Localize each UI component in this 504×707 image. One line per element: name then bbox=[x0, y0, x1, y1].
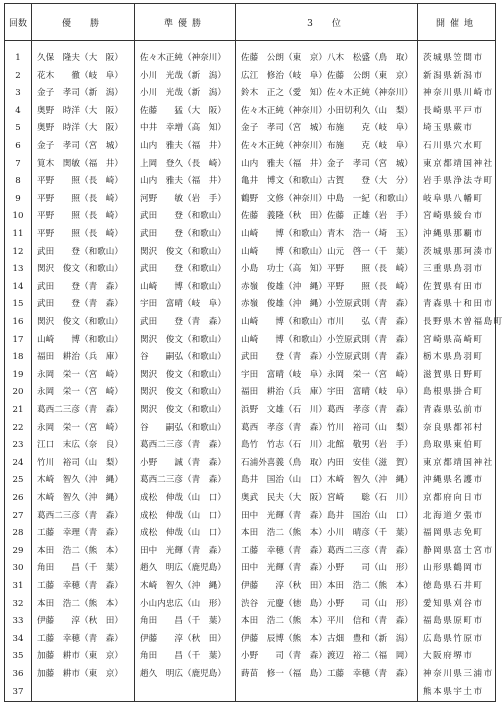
third-place-cell: 島井 国治（山 口）木崎 智久（沖 縄） bbox=[241, 475, 413, 486]
round-number: 8 bbox=[15, 176, 21, 187]
winner-cell: 奥野 時洋（大 阪） bbox=[37, 123, 123, 134]
table-row bbox=[5, 367, 495, 385]
table-row bbox=[5, 296, 495, 314]
winner-cell: 葛西二三彦（青 森） bbox=[37, 510, 123, 521]
winner-cell: 花木 徹（岐 阜） bbox=[37, 70, 123, 81]
round-number: 37 bbox=[12, 686, 24, 697]
third-place-cell: 島竹 竹志（石 川）北館 敬男（岩 手） bbox=[241, 440, 413, 451]
runner-up-cell: 関沢 俊文（和歌山） bbox=[140, 369, 226, 380]
round-number: 3 bbox=[15, 88, 21, 99]
venue-cell: 新潟県新潟市 bbox=[423, 70, 484, 81]
venue-cell: 長崎県平戸市 bbox=[423, 105, 484, 116]
runner-up-cell: 趙久 明広（鹿児島） bbox=[140, 563, 226, 574]
runner-up-cell: 木崎 智久（沖 縄） bbox=[140, 581, 226, 591]
third-place-cell: 本田 浩二（熊 本）平川 信和（青 森） bbox=[241, 616, 413, 627]
venue-cell: 東京都靖国神社 bbox=[423, 457, 494, 468]
round-number: 18 bbox=[12, 352, 24, 363]
round-number: 13 bbox=[12, 264, 24, 275]
round-number: 32 bbox=[12, 598, 24, 609]
round-number: 10 bbox=[12, 211, 24, 222]
winner-cell: 武田 登（青 森） bbox=[37, 299, 123, 310]
third-place-cell: 赤嶺 俊雄（沖 縄）平野 照（長 崎） bbox=[241, 281, 413, 292]
winner-cell: 加藤 耕市（東 京） bbox=[37, 669, 123, 679]
runner-up-cell: 角田 昌（千 葉） bbox=[140, 616, 226, 627]
round-number: 35 bbox=[12, 651, 24, 662]
runner-up-cell: 武田 登（和歌山） bbox=[140, 229, 226, 239]
winner-cell: 武田 登（青 森） bbox=[37, 281, 123, 292]
table-row bbox=[5, 103, 495, 121]
venue-cell: 福岡県志免町 bbox=[423, 528, 484, 539]
venue-cell: 山形県鶴岡市 bbox=[423, 563, 484, 574]
venue-cell: 栃木県鳥羽町 bbox=[423, 352, 484, 363]
third-place-cell: 亀井 博文（和歌山）古賀 登（大 分） bbox=[241, 176, 413, 187]
table-row bbox=[5, 138, 495, 156]
winner-cell: 久保 隆夫（大 阪） bbox=[37, 53, 123, 63]
third-place-cell: 田中 光輝（青 森）島井 国治（山 口） bbox=[241, 510, 413, 521]
table-row bbox=[5, 648, 495, 666]
runner-up-cell: 成松 伸哉（山 口） bbox=[140, 493, 226, 503]
venue-cell: 静岡県富士宮市 bbox=[423, 545, 494, 556]
table-row bbox=[5, 402, 495, 420]
venue-cell: 鳥取県東伯町 bbox=[423, 440, 484, 451]
round-number: 30 bbox=[12, 563, 24, 574]
runner-up-cell: 田中 光輝（青 森） bbox=[140, 545, 226, 556]
venue-cell: 沖縄県名護市 bbox=[423, 475, 484, 486]
third-place-cell: 小野 司（青 森）渡辺 裕二（福 岡） bbox=[241, 651, 413, 662]
round-number: 25 bbox=[12, 475, 24, 486]
venue-cell: 愛知県刈谷市 bbox=[423, 598, 484, 609]
table-row bbox=[5, 490, 495, 508]
third-place-cell: 佐藤 義隆（秋 田）佐藤 正雄（岩 手） bbox=[241, 211, 413, 222]
venue-cell: 埼玉県蕨市 bbox=[423, 123, 474, 134]
round-number: 27 bbox=[12, 510, 24, 521]
venue-cell: 神奈川県三浦市 bbox=[423, 669, 494, 679]
table-row bbox=[5, 455, 495, 473]
third-place-cell: 山崎 博（和歌山）市川 弘（青 森） bbox=[241, 317, 413, 327]
winner-cell: 工藤 幸穂（青 森） bbox=[37, 581, 123, 591]
third-place-cell: 蒔苗 修一（福 島）工藤 幸穂（青 森） bbox=[241, 669, 413, 679]
third-place-cell: 武田 登（青 森）小笠原武則（青 森） bbox=[241, 352, 413, 363]
winner-cell: 工藤 幸理（青 森） bbox=[37, 528, 123, 539]
winner-cell: 永岡 栄一（宮 崎） bbox=[37, 387, 123, 398]
header-venue: 開催地 bbox=[435, 18, 478, 29]
third-place-cell: 奥武 民夫（大 阪）宮崎 聡（石 川） bbox=[241, 493, 413, 503]
third-place-cell: 葛西 孝彦（青 森）竹川 裕司（山 梨） bbox=[241, 422, 413, 433]
third-place-cell: 小島 功士（高 知）平野 照（長 崎） bbox=[241, 264, 413, 275]
winner-cell: 木崎 智久（沖 縄） bbox=[37, 475, 123, 486]
table-row bbox=[5, 244, 495, 262]
table-row bbox=[5, 226, 495, 244]
runner-up-cell: 武田 登（和歌山） bbox=[140, 211, 226, 222]
winner-cell: 金子 孝司（宮 城） bbox=[37, 141, 123, 151]
third-place-cell: 金子 孝司（宮 城）布施 克（岐 阜） bbox=[241, 123, 413, 134]
third-place-cell: 浜野 文雄（石 川）葛西 孝彦（青 森） bbox=[241, 405, 413, 415]
table-row bbox=[5, 560, 495, 578]
header-winner: 優 勝 bbox=[61, 18, 104, 29]
round-number: 26 bbox=[12, 493, 24, 503]
round-number: 6 bbox=[15, 141, 21, 151]
runner-up-cell: 山内 雅夫（福 井） bbox=[140, 176, 226, 187]
third-place-cell: 佐々木正純（神奈川）小田切利久（山 梨） bbox=[241, 105, 413, 116]
winner-cell: 平野 照（長 崎） bbox=[37, 211, 123, 222]
round-number: 5 bbox=[15, 123, 21, 134]
third-place-cell: 赤嶺 俊雄（沖 縄）小笠原武則（青 森） bbox=[241, 299, 413, 310]
venue-cell: 三重県鳥羽市 bbox=[423, 264, 484, 275]
venue-cell: 島根県掛合町 bbox=[423, 387, 484, 398]
round-number: 4 bbox=[15, 105, 21, 116]
venue-cell: 奈良県都祁村 bbox=[423, 422, 484, 433]
runner-up-cell: 成松 伸哉（山 口） bbox=[140, 528, 226, 539]
third-place-cell: 福田 耕治（兵 庫）宇田 富晴（岐 阜） bbox=[241, 387, 413, 398]
winner-cell: 葛西二三彦（青 森） bbox=[37, 405, 123, 415]
venue-cell: 岐阜県八幡町 bbox=[423, 193, 484, 204]
table-row bbox=[5, 208, 495, 226]
runner-up-cell: 小山内忠広（山 形） bbox=[140, 598, 226, 609]
round-number: 23 bbox=[12, 440, 24, 451]
third-place-cell: 佐々木正純（神奈川）布施 克（岐 阜） bbox=[241, 141, 413, 151]
runner-up-cell: 谷 嗣弘（和歌山） bbox=[140, 422, 226, 433]
table-row bbox=[5, 332, 495, 350]
table-row bbox=[5, 596, 495, 614]
table-row bbox=[5, 578, 495, 596]
table-row bbox=[5, 543, 495, 561]
round-number: 9 bbox=[15, 193, 21, 204]
venue-cell: 岩手県浄法寺町 bbox=[423, 176, 494, 187]
third-place-cell: 本田 浩二（熊 本）小川 晴彦（千 葉） bbox=[241, 528, 413, 539]
winner-cell: 木崎 智久（沖 縄） bbox=[37, 493, 123, 503]
winner-cell: 筧木 関敏（福 井） bbox=[37, 158, 123, 169]
runner-up-cell: 角田 昌（千 葉） bbox=[140, 651, 226, 662]
round-number: 20 bbox=[12, 387, 24, 398]
third-place-cell: 鈴木 正之（愛 知）佐々木正純（神奈川） bbox=[241, 88, 413, 99]
third-place-cell: 宇田 富晴（岐 阜）永岡 栄一（宮 崎） bbox=[241, 369, 413, 380]
round-number: 2 bbox=[15, 70, 21, 81]
third-place-cell: 伊藤 辰博（熊 本）古畑 豊和（新 潟） bbox=[241, 633, 413, 644]
venue-cell: 広島県竹原市 bbox=[423, 633, 484, 644]
round-number: 34 bbox=[12, 633, 24, 644]
venue-cell: 石川県穴水町 bbox=[423, 141, 484, 151]
runner-up-cell: 中井 幸増（高 知） bbox=[140, 123, 226, 134]
round-number: 33 bbox=[12, 616, 24, 627]
runner-up-cell: 関沢 俊文（和歌山） bbox=[140, 405, 226, 415]
runner-up-cell: 山崎 博（和歌山） bbox=[140, 281, 226, 292]
runner-up-cell: 武田 登（和歌山） bbox=[140, 264, 226, 275]
third-place-cell: 山崎 博（和歌山）山元 啓一（千 葉） bbox=[241, 246, 413, 257]
results-table bbox=[4, 3, 504, 702]
table-row bbox=[5, 68, 495, 86]
venue-cell: 長野県木曽福島町 bbox=[423, 317, 504, 327]
venue-cell: 沖縄県那覇市 bbox=[423, 229, 484, 239]
round-number: 31 bbox=[12, 581, 24, 591]
winner-cell: 江口 末広（奈 良） bbox=[37, 440, 123, 451]
runner-up-cell: 河野 敏（岩 手） bbox=[140, 193, 226, 204]
runner-up-cell: 山内 雅夫（福 井） bbox=[140, 141, 226, 151]
winner-cell: 永岡 栄一（宮 崎） bbox=[37, 422, 123, 433]
round-number: 36 bbox=[12, 669, 24, 679]
runner-up-cell: 佐藤 猛（大 阪） bbox=[140, 105, 226, 116]
runner-up-cell: 小川 光哉（新 潟） bbox=[140, 70, 226, 81]
venue-cell: 宮崎県高崎町 bbox=[423, 334, 484, 345]
table-row bbox=[5, 349, 495, 367]
header-round-number: 回数 bbox=[8, 18, 27, 29]
table-row bbox=[5, 437, 495, 455]
winner-cell: 山崎 博（和歌山） bbox=[37, 334, 123, 345]
winner-cell: 永岡 栄一（宮 崎） bbox=[37, 369, 123, 380]
round-number: 21 bbox=[12, 405, 24, 415]
runner-up-cell: 趙久 明広（鹿児島） bbox=[140, 669, 226, 679]
third-place-cell: 田中 光輝（青 森）小野 司（山 形） bbox=[241, 563, 413, 574]
round-number: 28 bbox=[12, 528, 24, 539]
runner-up-cell: 小野 誠（青 森） bbox=[140, 457, 226, 468]
table-row bbox=[5, 472, 495, 490]
round-number: 19 bbox=[12, 369, 24, 380]
runner-up-cell: 上岡 登久（長 崎） bbox=[140, 158, 226, 169]
table-row bbox=[5, 120, 495, 138]
table-row bbox=[5, 261, 495, 279]
winner-cell: 工藤 幸穂（青 森） bbox=[37, 633, 123, 644]
venue-cell: 熊本県宇土市 bbox=[423, 686, 484, 697]
winner-cell: 奥野 時洋（大 阪） bbox=[37, 105, 123, 116]
third-place-cell: 渋谷 元慶（徳 島）小野 司（山 形） bbox=[241, 598, 413, 609]
runner-up-cell: 谷 嗣弘（和歌山） bbox=[140, 352, 226, 363]
venue-cell: 青森県十和田市 bbox=[423, 299, 494, 310]
table-row bbox=[5, 384, 495, 402]
runner-up-cell: 関沢 俊文（和歌山） bbox=[140, 387, 226, 398]
runner-up-cell: 葛西二三彦（青 森） bbox=[140, 475, 226, 486]
table-row bbox=[5, 613, 495, 631]
venue-cell: 東京都靖国神社 bbox=[423, 158, 494, 169]
round-number: 24 bbox=[12, 457, 24, 468]
runner-up-cell: 関沢 俊文（和歌山） bbox=[140, 334, 226, 345]
venue-cell: 大阪府堺市 bbox=[423, 651, 474, 662]
third-place-cell: 山崎 博（和歌山）小笠原武則（青 森） bbox=[241, 334, 413, 345]
venue-cell: 佐賀県有田市 bbox=[423, 281, 484, 292]
third-place-cell: 伊藤 淳（秋 田）本田 浩二（熊 本） bbox=[241, 581, 413, 591]
third-place-cell: 広江 修治（岐 阜）佐藤 公朗（東 京） bbox=[241, 70, 413, 81]
venue-cell: 茨城県笠間市 bbox=[423, 53, 484, 63]
venue-cell: 福島県原町市 bbox=[423, 616, 484, 627]
winner-cell: 武田 登（和歌山） bbox=[37, 246, 123, 257]
winner-cell: 平野 照（長 崎） bbox=[37, 229, 123, 239]
winner-cell: 竹川 裕司（山 梨） bbox=[37, 457, 123, 468]
table-row bbox=[5, 314, 504, 332]
round-number: 16 bbox=[12, 317, 24, 327]
runner-up-cell: 宇田 富晴（岐 阜） bbox=[140, 299, 226, 310]
table-row bbox=[5, 666, 495, 684]
table-row bbox=[5, 508, 495, 526]
winner-cell: 金子 孝司（新 潟） bbox=[37, 88, 123, 99]
round-number: 15 bbox=[12, 299, 24, 310]
runner-up-cell: 関沢 俊文（和歌山） bbox=[140, 246, 226, 257]
venue-cell: 宮崎県綾台市 bbox=[423, 211, 484, 222]
round-number: 1 bbox=[15, 53, 21, 63]
third-place-cell: 山崎 博（和歌山）青木 浩一（埼 玉） bbox=[241, 229, 413, 239]
round-number: 14 bbox=[12, 281, 24, 292]
venue-cell: 京都府向日市 bbox=[423, 493, 484, 503]
table-row bbox=[5, 156, 495, 174]
table-row bbox=[5, 173, 495, 191]
winner-cell: 関沢 俊文（和歌山） bbox=[37, 264, 123, 275]
venue-cell: 青森県弘前市 bbox=[423, 405, 484, 415]
table-row bbox=[5, 684, 495, 702]
header-runner-up: 準優勝 bbox=[163, 18, 206, 29]
header-third-place: 3 位 bbox=[307, 18, 346, 29]
table-row bbox=[5, 85, 495, 103]
runner-up-cell: 佐々木正純（神奈川） bbox=[140, 53, 226, 63]
runner-up-cell: 小川 光哉（新 潟） bbox=[140, 88, 226, 99]
winner-cell: 角田 昌（千 葉） bbox=[37, 563, 123, 574]
round-number: 7 bbox=[15, 158, 21, 169]
table-row bbox=[5, 420, 495, 438]
table-row bbox=[5, 279, 495, 297]
winner-cell: 福田 耕治（兵 庫） bbox=[37, 352, 123, 363]
venue-cell: 北海道夕張市 bbox=[423, 510, 484, 521]
table-row bbox=[5, 191, 495, 209]
table-row bbox=[5, 525, 495, 543]
round-number: 29 bbox=[12, 545, 24, 556]
table-row bbox=[5, 631, 495, 649]
winner-cell: 平野 照（長 崎） bbox=[37, 176, 123, 187]
venue-cell: 滋賀県日野町 bbox=[423, 369, 484, 380]
runner-up-cell: 武田 登（青 森） bbox=[140, 317, 226, 327]
runner-up-cell: 伊藤 淳（秋 田） bbox=[140, 633, 226, 644]
round-number: 12 bbox=[12, 246, 24, 257]
venue-cell: 神奈川県川崎市 bbox=[423, 88, 494, 99]
round-number: 17 bbox=[12, 334, 24, 345]
winner-cell: 平野 照（長 崎） bbox=[37, 193, 123, 204]
third-place-cell: 石浦外喜義（鳥 取）内田 安佳（滋 賀） bbox=[241, 457, 413, 468]
runner-up-cell: 成松 伸哉（山 口） bbox=[140, 510, 226, 521]
third-place-cell: 山内 雅夫（福 井）金子 孝司（宮 城） bbox=[241, 158, 413, 169]
winner-cell: 本田 浩二（熊 本） bbox=[37, 598, 123, 609]
venue-cell: 茨城県那珂湊市 bbox=[423, 246, 494, 257]
round-number: 22 bbox=[12, 422, 24, 433]
table-row bbox=[5, 50, 495, 68]
winner-cell: 関沢 俊文（和歌山） bbox=[37, 317, 123, 327]
round-number: 11 bbox=[12, 229, 24, 239]
winner-cell: 加藤 耕市（東 京） bbox=[37, 651, 123, 662]
runner-up-cell: 葛西二三彦（青 森） bbox=[140, 440, 226, 451]
third-place-cell: 鶴野 文修（神奈川）中島 一紀（和歌山） bbox=[241, 193, 413, 204]
third-place-cell: 工藤 幸穂（青 森）葛西二三彦（青 森） bbox=[241, 545, 413, 556]
winner-cell: 本田 浩二（熊 本） bbox=[37, 545, 123, 556]
third-place-cell: 佐藤 公朗（東 京）八木 松盛（鳥 取） bbox=[241, 53, 413, 63]
winner-cell: 伊藤 淳（秋 田） bbox=[37, 616, 123, 627]
venue-cell: 徳島県石井町 bbox=[423, 581, 484, 591]
